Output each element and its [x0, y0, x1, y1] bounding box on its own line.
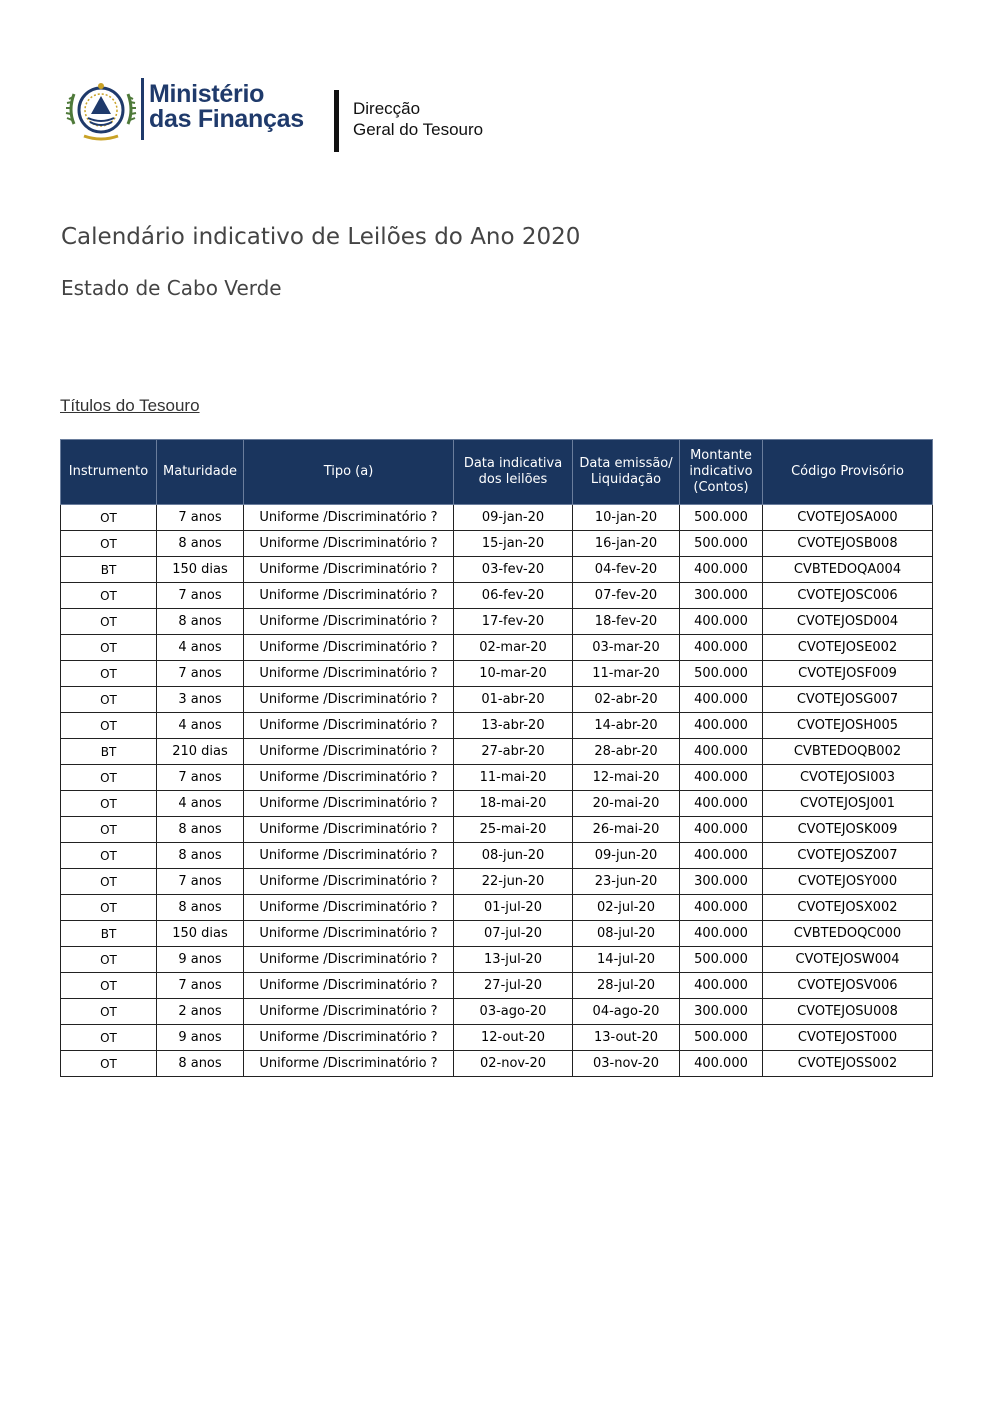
type-cell: Uniforme /Discriminatório ?	[244, 713, 454, 739]
settlement-date-cell: 03-mar-20	[573, 635, 680, 661]
settlement-date-cell: 04-fev-20	[573, 557, 680, 583]
auction-date-cell: 08-jun-20	[454, 843, 573, 869]
maturity-cell: 8 anos	[157, 817, 244, 843]
amount-cell: 400.000	[680, 687, 763, 713]
ministry-line2: das Finanças	[149, 105, 304, 133]
department-line2: Geral do Tesouro	[353, 120, 484, 139]
code-cell: CVOTEJOSC006	[763, 583, 933, 609]
table-row	[61, 1025, 933, 1051]
type-cell: Uniforme /Discriminatório ?	[244, 739, 454, 765]
instrument-cell: BT	[61, 739, 157, 765]
auction-date-cell: 03-fev-20	[454, 557, 573, 583]
instrument-cell: OT	[61, 999, 157, 1025]
table-row	[61, 531, 933, 557]
amount-cell: 500.000	[680, 947, 763, 973]
amount-cell: 400.000	[680, 557, 763, 583]
auction-date-cell: 03-ago-20	[454, 999, 573, 1025]
maturity-cell: 4 anos	[157, 635, 244, 661]
auction-date-cell: 07-jul-20	[454, 921, 573, 947]
amount-cell: 400.000	[680, 973, 763, 999]
table-row	[61, 1051, 933, 1077]
settlement-date-cell: 02-abr-20	[573, 687, 680, 713]
settlement-date-cell: 07-fev-20	[573, 583, 680, 609]
amount-cell: 300.000	[680, 583, 763, 609]
settlement-date-cell: 13-out-20	[573, 1025, 680, 1051]
settlement-date-cell: 08-jul-20	[573, 921, 680, 947]
maturity-cell: 9 anos	[157, 947, 244, 973]
settlement-date-cell: 20-mai-20	[573, 791, 680, 817]
instrument-cell: OT	[61, 531, 157, 557]
type-cell: Uniforme /Discriminatório ?	[244, 1025, 454, 1051]
instrument-cell: OT	[61, 635, 157, 661]
auction-date-cell: 02-nov-20	[454, 1051, 573, 1077]
table-row	[61, 947, 933, 973]
instrument-cell: OT	[61, 817, 157, 843]
amount-cell: 500.000	[680, 505, 763, 531]
code-cell: CVOTEJOSA000	[763, 505, 933, 531]
maturity-cell: 2 anos	[157, 999, 244, 1025]
type-cell: Uniforme /Discriminatório ?	[244, 687, 454, 713]
table-row	[61, 869, 933, 895]
auction-date-cell: 11-mai-20	[454, 765, 573, 791]
department-name	[353, 98, 483, 140]
amount-cell: 400.000	[680, 739, 763, 765]
code-cell: CVOTEJOSF009	[763, 661, 933, 687]
type-cell: Uniforme /Discriminatório ?	[244, 661, 454, 687]
code-cell: CVOTEJOSB008	[763, 531, 933, 557]
maturity-cell: 7 anos	[157, 505, 244, 531]
auction-date-cell: 09-jan-20	[454, 505, 573, 531]
instrument-cell: OT	[61, 1025, 157, 1051]
auction-date-cell: 27-jul-20	[454, 973, 573, 999]
auction-date-cell: 13-jul-20	[454, 947, 573, 973]
table-header-row	[61, 440, 933, 505]
type-cell: Uniforme /Discriminatório ?	[244, 505, 454, 531]
code-cell: CVOTEJOSK009	[763, 817, 933, 843]
maturity-cell: 4 anos	[157, 713, 244, 739]
amount-cell: 500.000	[680, 531, 763, 557]
table-row	[61, 973, 933, 999]
type-cell: Uniforme /Discriminatório ?	[244, 791, 454, 817]
table-row	[61, 609, 933, 635]
table-row	[61, 557, 933, 583]
instrument-cell: OT	[61, 583, 157, 609]
maturity-cell: 7 anos	[157, 661, 244, 687]
code-cell: CVOTEJOSY000	[763, 869, 933, 895]
code-cell: CVOTEJOSV006	[763, 973, 933, 999]
type-cell: Uniforme /Discriminatório ?	[244, 765, 454, 791]
settlement-date-cell: 04-ago-20	[573, 999, 680, 1025]
auction-date-cell: 15-jan-20	[454, 531, 573, 557]
type-cell: Uniforme /Discriminatório ?	[244, 1051, 454, 1077]
amount-cell: 500.000	[680, 661, 763, 687]
settlement-date-cell: 14-jul-20	[573, 947, 680, 973]
auction-date-cell: 01-abr-20	[454, 687, 573, 713]
table-row	[61, 739, 933, 765]
maturity-cell: 7 anos	[157, 973, 244, 999]
table-row	[61, 713, 933, 739]
maturity-cell: 8 anos	[157, 1051, 244, 1077]
table-row	[61, 921, 933, 947]
code-cell: CVOTEJOSI003	[763, 765, 933, 791]
settlement-date-cell: 26-mai-20	[573, 817, 680, 843]
code-cell: CVOTEJOST000	[763, 1025, 933, 1051]
auction-date-cell: 22-jun-20	[454, 869, 573, 895]
document-subtitle: Estado de Cabo Verde	[61, 276, 282, 300]
maturity-cell: 7 anos	[157, 583, 244, 609]
code-cell: CVBTEDOQC000	[763, 921, 933, 947]
table-row	[61, 765, 933, 791]
table-row	[61, 505, 933, 531]
column-header: Código Provisório	[763, 440, 933, 505]
auction-date-cell: 17-fev-20	[454, 609, 573, 635]
settlement-date-cell: 23-jun-20	[573, 869, 680, 895]
settlement-date-cell: 11-mar-20	[573, 661, 680, 687]
code-cell: CVOTEJOSS002	[763, 1051, 933, 1077]
ministry-line1: Ministério	[149, 80, 265, 108]
type-cell: Uniforme /Discriminatório ?	[244, 609, 454, 635]
auction-date-cell: 06-fev-20	[454, 583, 573, 609]
maturity-cell: 210 dias	[157, 739, 244, 765]
auction-date-cell: 02-mar-20	[454, 635, 573, 661]
column-header: Tipo (a)	[244, 440, 454, 505]
instrument-cell: BT	[61, 557, 157, 583]
amount-cell: 400.000	[680, 791, 763, 817]
auction-date-cell: 27-abr-20	[454, 739, 573, 765]
settlement-date-cell: 02-jul-20	[573, 895, 680, 921]
type-cell: Uniforme /Discriminatório ?	[244, 947, 454, 973]
amount-cell: 300.000	[680, 999, 763, 1025]
instrument-cell: OT	[61, 973, 157, 999]
maturity-cell: 8 anos	[157, 531, 244, 557]
table-body	[61, 505, 933, 1077]
code-cell: CVOTEJOSU008	[763, 999, 933, 1025]
instrument-cell: OT	[61, 687, 157, 713]
instrument-cell: OT	[61, 895, 157, 921]
instrument-cell: OT	[61, 661, 157, 687]
type-cell: Uniforme /Discriminatório ?	[244, 869, 454, 895]
settlement-date-cell: 12-mai-20	[573, 765, 680, 791]
column-header: Montante indicativo (Contos)	[680, 440, 763, 505]
type-cell: Uniforme /Discriminatório ?	[244, 557, 454, 583]
code-cell: CVOTEJOSZ007	[763, 843, 933, 869]
type-cell: Uniforme /Discriminatório ?	[244, 817, 454, 843]
amount-cell: 400.000	[680, 843, 763, 869]
settlement-date-cell: 16-jan-20	[573, 531, 680, 557]
settlement-date-cell: 28-jul-20	[573, 973, 680, 999]
maturity-cell: 7 anos	[157, 869, 244, 895]
amount-cell: 400.000	[680, 921, 763, 947]
auction-date-cell: 10-mar-20	[454, 661, 573, 687]
maturity-cell: 9 anos	[157, 1025, 244, 1051]
ministry-name	[149, 82, 304, 132]
national-emblem-icon	[64, 76, 138, 146]
maturity-cell: 3 anos	[157, 687, 244, 713]
ministry-bar	[141, 78, 144, 140]
instrument-cell: OT	[61, 791, 157, 817]
column-header: Instrumento	[61, 440, 157, 505]
settlement-date-cell: 14-abr-20	[573, 713, 680, 739]
code-cell: CVOTEJOSD004	[763, 609, 933, 635]
amount-cell: 400.000	[680, 1051, 763, 1077]
type-cell: Uniforme /Discriminatório ?	[244, 531, 454, 557]
maturity-cell: 8 anos	[157, 895, 244, 921]
type-cell: Uniforme /Discriminatório ?	[244, 921, 454, 947]
maturity-cell: 4 anos	[157, 791, 244, 817]
maturity-cell: 150 dias	[157, 557, 244, 583]
amount-cell: 400.000	[680, 895, 763, 921]
type-cell: Uniforme /Discriminatório ?	[244, 895, 454, 921]
code-cell: CVOTEJOSG007	[763, 687, 933, 713]
auction-date-cell: 13-abr-20	[454, 713, 573, 739]
instrument-cell: OT	[61, 843, 157, 869]
code-cell: CVBTEDOQA004	[763, 557, 933, 583]
code-cell: CVOTEJOSX002	[763, 895, 933, 921]
instrument-cell: BT	[61, 921, 157, 947]
maturity-cell: 8 anos	[157, 843, 244, 869]
column-header: Data indicativa dos leilões	[454, 440, 573, 505]
type-cell: Uniforme /Discriminatório ?	[244, 635, 454, 661]
amount-cell: 300.000	[680, 869, 763, 895]
page-header	[64, 74, 524, 154]
type-cell: Uniforme /Discriminatório ?	[244, 843, 454, 869]
instrument-cell: OT	[61, 505, 157, 531]
settlement-date-cell: 18-fev-20	[573, 609, 680, 635]
amount-cell: 400.000	[680, 817, 763, 843]
auction-date-cell: 01-jul-20	[454, 895, 573, 921]
code-cell: CVOTEJOSH005	[763, 713, 933, 739]
instrument-cell: OT	[61, 869, 157, 895]
code-cell: CVOTEJOSE002	[763, 635, 933, 661]
instrument-cell: OT	[61, 713, 157, 739]
table-row	[61, 687, 933, 713]
settlement-date-cell: 28-abr-20	[573, 739, 680, 765]
department-line1: Direcção	[353, 99, 421, 118]
table-row	[61, 843, 933, 869]
type-cell: Uniforme /Discriminatório ?	[244, 973, 454, 999]
auction-date-cell: 12-out-20	[454, 1025, 573, 1051]
settlement-date-cell: 10-jan-20	[573, 505, 680, 531]
maturity-cell: 8 anos	[157, 609, 244, 635]
auction-date-cell: 25-mai-20	[454, 817, 573, 843]
type-cell: Uniforme /Discriminatório ?	[244, 999, 454, 1025]
code-cell: CVBTEDOQB002	[763, 739, 933, 765]
column-header: Data emissão/ Liquidação	[573, 440, 680, 505]
maturity-cell: 150 dias	[157, 921, 244, 947]
maturity-cell: 7 anos	[157, 765, 244, 791]
amount-cell: 400.000	[680, 765, 763, 791]
document-title: Calendário indicativo de Leilões do Ano 2020	[61, 224, 581, 250]
table-row	[61, 999, 933, 1025]
code-cell: CVOTEJOSW004	[763, 947, 933, 973]
settlement-date-cell: 09-jun-20	[573, 843, 680, 869]
amount-cell: 400.000	[680, 635, 763, 661]
section-title: Títulos do Tesouro	[60, 396, 200, 415]
auction-calendar-table	[60, 439, 933, 1077]
table-row	[61, 895, 933, 921]
header-divider	[334, 90, 339, 152]
instrument-cell: OT	[61, 609, 157, 635]
auction-date-cell: 18-mai-20	[454, 791, 573, 817]
amount-cell: 400.000	[680, 713, 763, 739]
table-row	[61, 661, 933, 687]
amount-cell: 500.000	[680, 1025, 763, 1051]
instrument-cell: OT	[61, 947, 157, 973]
table-row	[61, 817, 933, 843]
amount-cell: 400.000	[680, 609, 763, 635]
table-row	[61, 791, 933, 817]
code-cell: CVOTEJOSJ001	[763, 791, 933, 817]
table-row	[61, 583, 933, 609]
instrument-cell: OT	[61, 1051, 157, 1077]
instrument-cell: OT	[61, 765, 157, 791]
type-cell: Uniforme /Discriminatório ?	[244, 583, 454, 609]
column-header: Maturidade	[157, 440, 244, 505]
settlement-date-cell: 03-nov-20	[573, 1051, 680, 1077]
table-row	[61, 635, 933, 661]
